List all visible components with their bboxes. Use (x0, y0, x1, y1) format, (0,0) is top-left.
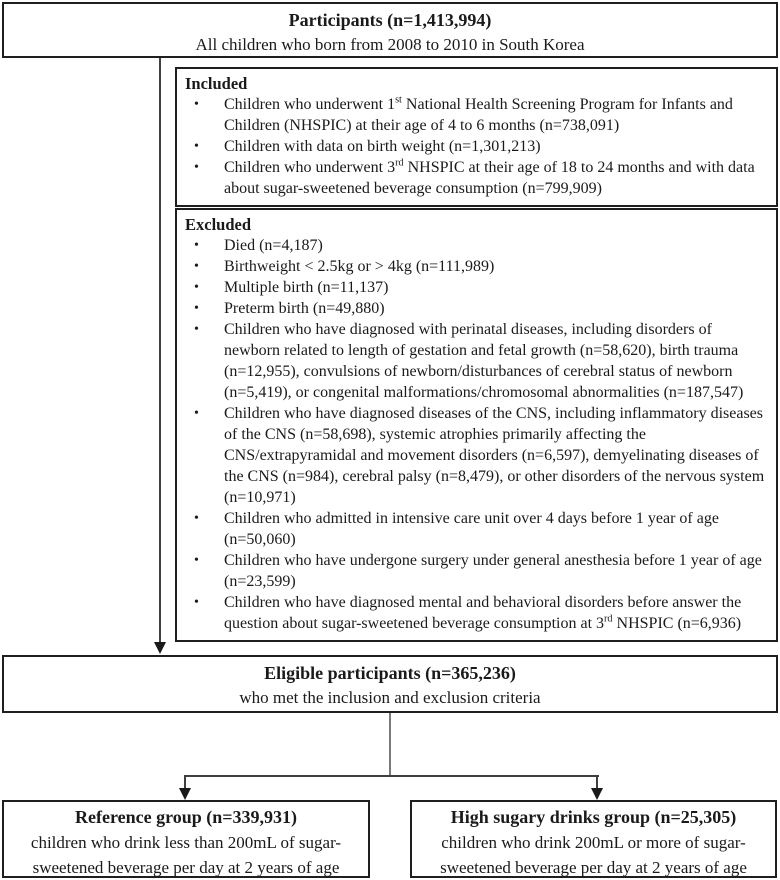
connector-line-top (159, 58, 161, 643)
arrow-down-icon (179, 788, 191, 800)
reference-group-box (2, 800, 370, 878)
bullet-text: Children who underwent 1st National Health Screening Program for Infants and Children (NHSPIC) at their age of 4 to 6 months (n=738,091) (224, 94, 733, 134)
reference-group-title: Reference group (n=339,931) (74, 807, 298, 827)
arrow-down-icon (154, 642, 166, 654)
bullet-item (185, 298, 766, 319)
bullet-text: Children who have diagnosed with perinatal diseases, including disorders of newborn related to length of gestation and fetal growth (n=58,620), birth trauma (n=12,955), convulsions of newborn/disturbances of cerebral status of newborn (n=5,419), or congenital malformations/chromosomal abnormalities (n=187,547) (224, 321, 744, 401)
included-box (175, 67, 778, 207)
bullet-text: Multiple birth (n=11,137) (224, 279, 389, 296)
bullet-item (185, 94, 766, 136)
participants-subtitle: All children who born from 2008 to 2010 in South Korea (195, 35, 585, 54)
bullet-marker: • (194, 595, 199, 610)
bullet-marker: • (194, 139, 199, 154)
eligible-box (2, 655, 778, 713)
bullet-item (185, 508, 766, 550)
connector-line-stem (389, 713, 391, 776)
bullet-text: Children who admitted in intensive care unit over 4 days before 1 year of age (n=50,060) (224, 510, 719, 548)
excluded-list (185, 235, 766, 634)
bullet-text: Children who have diagnosed diseases of the CNS, including inflammatory diseases of the CNS (n=58,698), systemic atrophies primarily affecting the CNS/extrapyramidal and movement disorders (n=6,597), demyelinating diseases of the CNS (n=984), cerebral palsy (n=8,479), or other disorders of the nervous system (n=10,971) (224, 405, 765, 506)
bullet-marker: • (194, 301, 199, 316)
bullet-marker: • (194, 97, 199, 112)
bullet-item (185, 403, 766, 508)
bullet-text: Children with data on birth weight (n=1,301,213) (224, 138, 541, 155)
bullet-marker: • (194, 280, 199, 295)
excluded-box (175, 208, 778, 642)
bullet-text: Died (n=4,187) (224, 237, 323, 254)
bullet-item (185, 256, 766, 277)
participants-box (2, 2, 778, 58)
connector-line-right-stub (596, 775, 598, 789)
bullet-item (185, 550, 766, 592)
bullet-item (185, 157, 766, 199)
bullet-text: Birthweight < 2.5kg or > 4kg (n=111,989) (224, 258, 495, 275)
included-list (185, 94, 766, 199)
high-sugary-drinks-group-box (410, 800, 777, 878)
high-sugary-drinks-group-subtitle: children who drink 200mL or more of sugar-sweetened beverage per day at 2 years of age (440, 833, 747, 877)
bullet-marker: • (194, 553, 199, 568)
connector-line-left-stub (184, 775, 186, 789)
bullet-marker: • (194, 322, 199, 337)
bullet-text: Children who underwent 3rd NHSPIC at their age of 18 to 24 months and with data about sugar-sweetened beverage consumption (n=799,909) (224, 157, 755, 197)
bullet-item (185, 277, 766, 298)
arrow-down-icon (591, 788, 603, 800)
bullet-marker: • (194, 160, 199, 175)
bullet-text: Preterm birth (n=49,880) (224, 300, 385, 317)
eligible-title: Eligible participants (n=365,236) (264, 663, 516, 683)
excluded-header: Excluded (185, 215, 252, 234)
bullet-item (185, 235, 766, 256)
bullet-marker: • (194, 511, 199, 526)
reference-group-subtitle: children who drink less than 200mL of sugar-sweetened beverage per day at 2 years of age (30, 833, 342, 877)
bullet-item (185, 319, 766, 403)
participants-title: Participants (n=1,413,994) (288, 10, 492, 30)
bullet-marker: • (194, 406, 199, 421)
bullet-text: Children who have undergone surgery under general anesthesia before 1 year of age (n=23,599) (224, 552, 762, 590)
bullet-text: Children who have diagnosed mental and behavioral disorders before answer the question about sugar-sweetened beverage consumption at 3rd NHSPIC (n=6,936) (224, 594, 742, 632)
bullet-item (185, 136, 766, 157)
high-sugary-drinks-group-title: High sugary drinks group (n=25,305) (450, 807, 737, 827)
bullet-item (185, 592, 766, 634)
connector-line-split (184, 775, 599, 777)
bullet-marker: • (194, 238, 199, 253)
eligible-subtitle: who met the inclusion and exclusion criteria (239, 688, 541, 707)
included-header: Included (185, 74, 248, 93)
bullet-marker: • (194, 259, 199, 274)
